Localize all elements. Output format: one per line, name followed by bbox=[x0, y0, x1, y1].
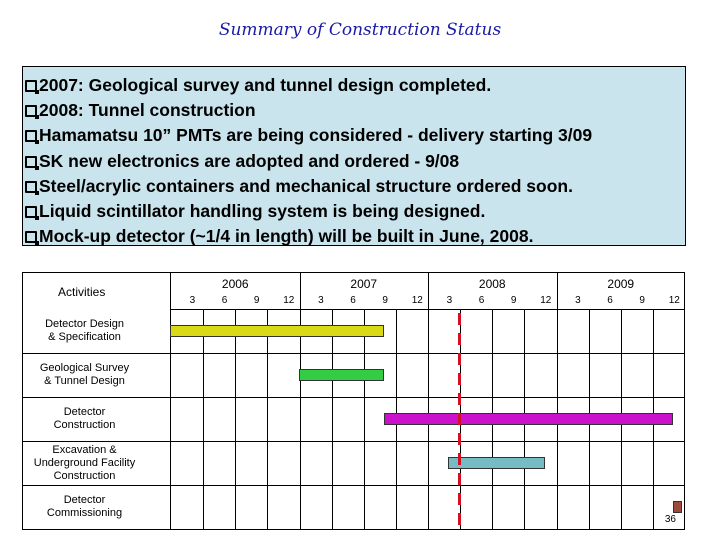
row-separator bbox=[23, 485, 684, 486]
month-tick-label: 12 bbox=[411, 295, 423, 306]
current-date-marker bbox=[458, 333, 461, 345]
activity-bar bbox=[384, 413, 673, 425]
month-tick-label: 6 bbox=[350, 295, 356, 306]
checkbox-bullet-icon bbox=[25, 206, 37, 218]
checkbox-bullet-icon bbox=[25, 80, 37, 92]
month-tick-label: 3 bbox=[575, 295, 581, 306]
month-tick-label: 12 bbox=[668, 295, 680, 306]
month-tick-label: 9 bbox=[639, 295, 645, 306]
gantt-chart bbox=[22, 272, 685, 530]
current-date-marker bbox=[458, 433, 461, 445]
row-separator bbox=[23, 353, 684, 354]
year-divider bbox=[300, 273, 301, 309]
year-label: 2008 bbox=[478, 277, 506, 291]
current-date-marker bbox=[458, 453, 461, 465]
current-date-marker bbox=[458, 473, 461, 485]
bullet-item: Steel/acrylic containers and mechanical structure ordered soon. bbox=[25, 174, 685, 199]
year-label: 2006 bbox=[221, 277, 249, 291]
year-label: 2007 bbox=[350, 277, 378, 291]
page-number: 36 bbox=[664, 514, 676, 525]
checkbox-bullet-icon bbox=[25, 156, 37, 168]
month-tick-label: 9 bbox=[382, 295, 388, 306]
activity-label: Excavation & Underground Facility Construction bbox=[33, 443, 136, 482]
bullet-item: Hamamatsu 10” PMTs are being considered - delivery starting 3/09 bbox=[25, 123, 685, 148]
month-tick-label: 6 bbox=[221, 295, 228, 306]
row-separator bbox=[23, 441, 684, 442]
month-tick-label: 3 bbox=[446, 295, 453, 306]
activity-bar bbox=[299, 369, 385, 381]
current-date-marker bbox=[458, 313, 461, 325]
activity-label: Geological Survey & Tunnel Design bbox=[39, 362, 130, 387]
activity-label: Detector Commissioning bbox=[46, 494, 123, 519]
year-label: 2009 bbox=[607, 277, 635, 291]
quarter-gridline bbox=[267, 309, 268, 529]
slide-title: Summary of Construction Status bbox=[218, 20, 502, 40]
quarter-gridline bbox=[203, 309, 204, 529]
month-tick-label: 9 bbox=[510, 295, 517, 306]
bullet-item: 2007: Geological survey and tunnel design completed. bbox=[25, 73, 685, 98]
current-date-marker bbox=[458, 393, 461, 405]
current-date-marker bbox=[458, 413, 461, 425]
year-divider bbox=[428, 273, 429, 309]
activity-label: Detector Design & Specification bbox=[45, 318, 124, 343]
current-date-marker bbox=[458, 353, 461, 365]
bullet-item: Mock-up detector (~1/4 in length) will be built in June, 2008. bbox=[25, 224, 685, 249]
quarter-gridline bbox=[332, 309, 333, 529]
checkbox-bullet-icon bbox=[25, 231, 37, 243]
activity-bar bbox=[170, 325, 384, 337]
activities-header: Activities bbox=[58, 285, 106, 299]
month-tick-label: 6 bbox=[478, 295, 485, 306]
current-date-marker bbox=[458, 373, 461, 385]
bullet-item: SK new electronics are adopted and ordered - 9/08 bbox=[25, 149, 685, 174]
activity-label: Detector Construction bbox=[53, 406, 116, 431]
checkbox-bullet-icon bbox=[25, 181, 37, 193]
year-divider bbox=[557, 273, 558, 309]
status-bullet-box bbox=[22, 66, 686, 246]
quarter-gridline bbox=[300, 309, 301, 529]
month-tick-label: 3 bbox=[189, 295, 196, 306]
month-tick-label: 3 bbox=[318, 295, 324, 306]
bullet-item: Liquid scintillator handling system is being designed. bbox=[25, 199, 685, 224]
current-date-marker bbox=[458, 513, 461, 525]
bullet-item: 2008: Tunnel construction bbox=[25, 98, 685, 123]
month-tick-label: 9 bbox=[253, 295, 260, 306]
activity-bar bbox=[448, 457, 544, 469]
activity-bar bbox=[673, 501, 682, 513]
month-tick-label: 12 bbox=[540, 295, 552, 306]
quarter-gridline bbox=[235, 309, 236, 529]
checkbox-bullet-icon bbox=[25, 130, 37, 142]
quarter-gridline bbox=[364, 309, 365, 529]
checkbox-bullet-icon bbox=[25, 105, 37, 117]
header-separator bbox=[170, 309, 684, 310]
gantt-timeline-grid bbox=[170, 273, 685, 529]
current-date-marker bbox=[458, 493, 461, 505]
row-separator bbox=[23, 397, 684, 398]
month-tick-label: 12 bbox=[283, 295, 295, 306]
month-tick-label: 6 bbox=[607, 295, 613, 306]
